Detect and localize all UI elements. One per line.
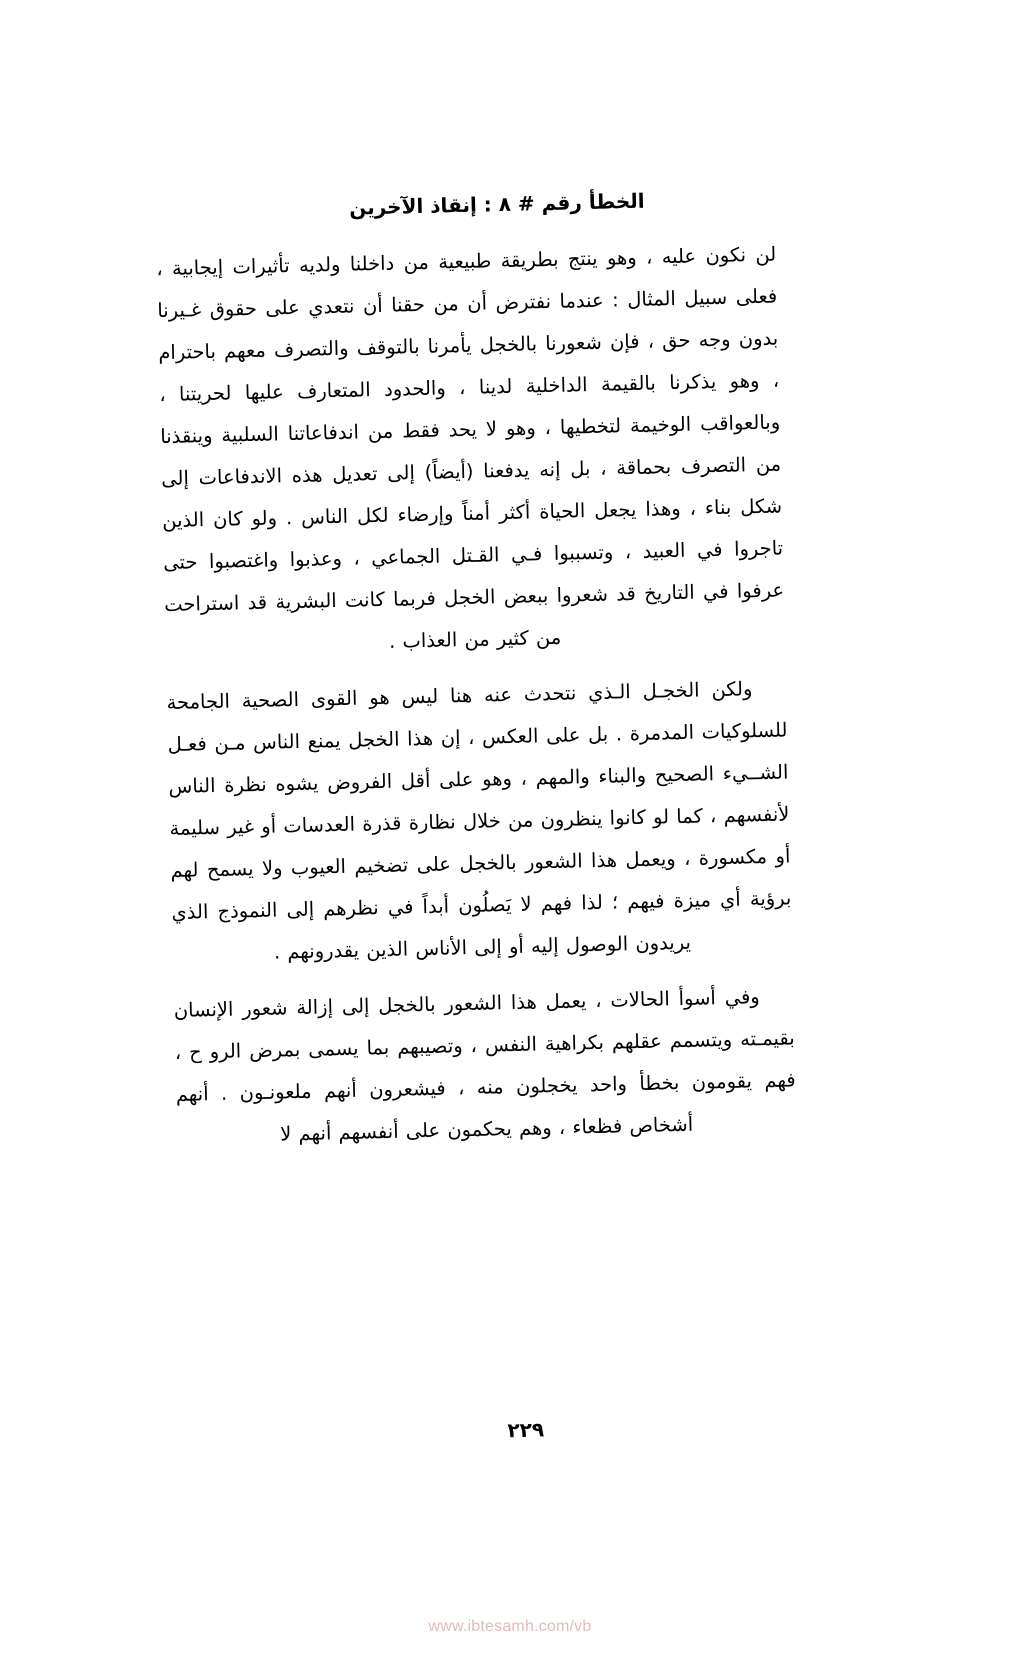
body-text-column (156, 234, 797, 1164)
paragraph-2: ولكن الخجـل الـذي نتحدث عنه هنا ليس هو القوى الصحية الجامحة للسلوكيات المدمرة . بل على العكس ، إن هذا الخجل يمنع الناس مـن فعـل الشــيء الصحيح والبناء والمهم ، وهو على أقل الفروض يشوه نظرة الناس لأنفسهم ، كما لو كانوا ينظرون من خلال نظارة قذرة العدسات أو غير سليمة أو مكسورة ، ويعمل هذا الشعور بالخجل على تضخيم العيوب ولا يسمح لهم برؤية أي ميزة فيهم ؛ لذا فهم لا يَصلُون أبداً في نظرهم إلى النموذج الذي يريدون الوصول إليه أو إلى الأناس الذين يقدرونهم . (166, 677, 792, 964)
site-watermark: www.ibtesamh.com/vb (428, 1618, 592, 1635)
page-number: ٢٢٩ (507, 1417, 545, 1443)
page-title: الخطأ رقم # ٨ : إنقاذ الآخرين (348, 188, 645, 220)
paragraph-1: لن نكون عليه ، وهو ينتج بطريقة طبيعية من داخلنا ولديه تأثيرات إيجابية ، فعلى سبيل المثال : عندما نفترض أن من حقنا أن نتعدي على حقوق غـيرنا بدون وجه حق ، فإن شعورنا بالخجل يأمرنا بالتوقف والتصرف معهم باحترام ، وهو يذكرنا بالقيمة الداخلية لدينا ، والحدود المتعارف عليها لحريتنا ، وبالعواقب الوخيمة لتخطيها ، وهو لا يحد فقط من اندفاعاتنا السلبية وينقذنا من التصرف بحماقة ، بل إنه يدفعنا (أيضاً) إلى تعديل هذه الاندفاعات إلى شكل بناء ، وهذا يجعل الحياة أكثر أمناً وإرضاء لكل الناس . ولو كان الذين تاجروا في العبيد ، وتسببوا فـي القـتل الجماعي ، وعذبوا واغتصبوا حتى عرفوا في التاريخ قد شعروا ببعض الخجل فربما كانت البشرية قد استراحت من كثير من العذاب . (156, 242, 785, 653)
paragraph-3: وفي أسوأ الحالات ، يعمل هذا الشعور بالخجل إلى إزالة شعور الإنسان بقيمـته ويتسمم عقلهم بكراهية النفس ، وتصيبهم بما يسمى بمرض الرو ح ، فهم يقومون بخطأ واحد يخجلون منه ، فيشعرون أنهم ملعونـون . أنهم أشخاص فظعاء ، وهم يحكمون على أنفسهم أنهم لا (173, 985, 796, 1146)
